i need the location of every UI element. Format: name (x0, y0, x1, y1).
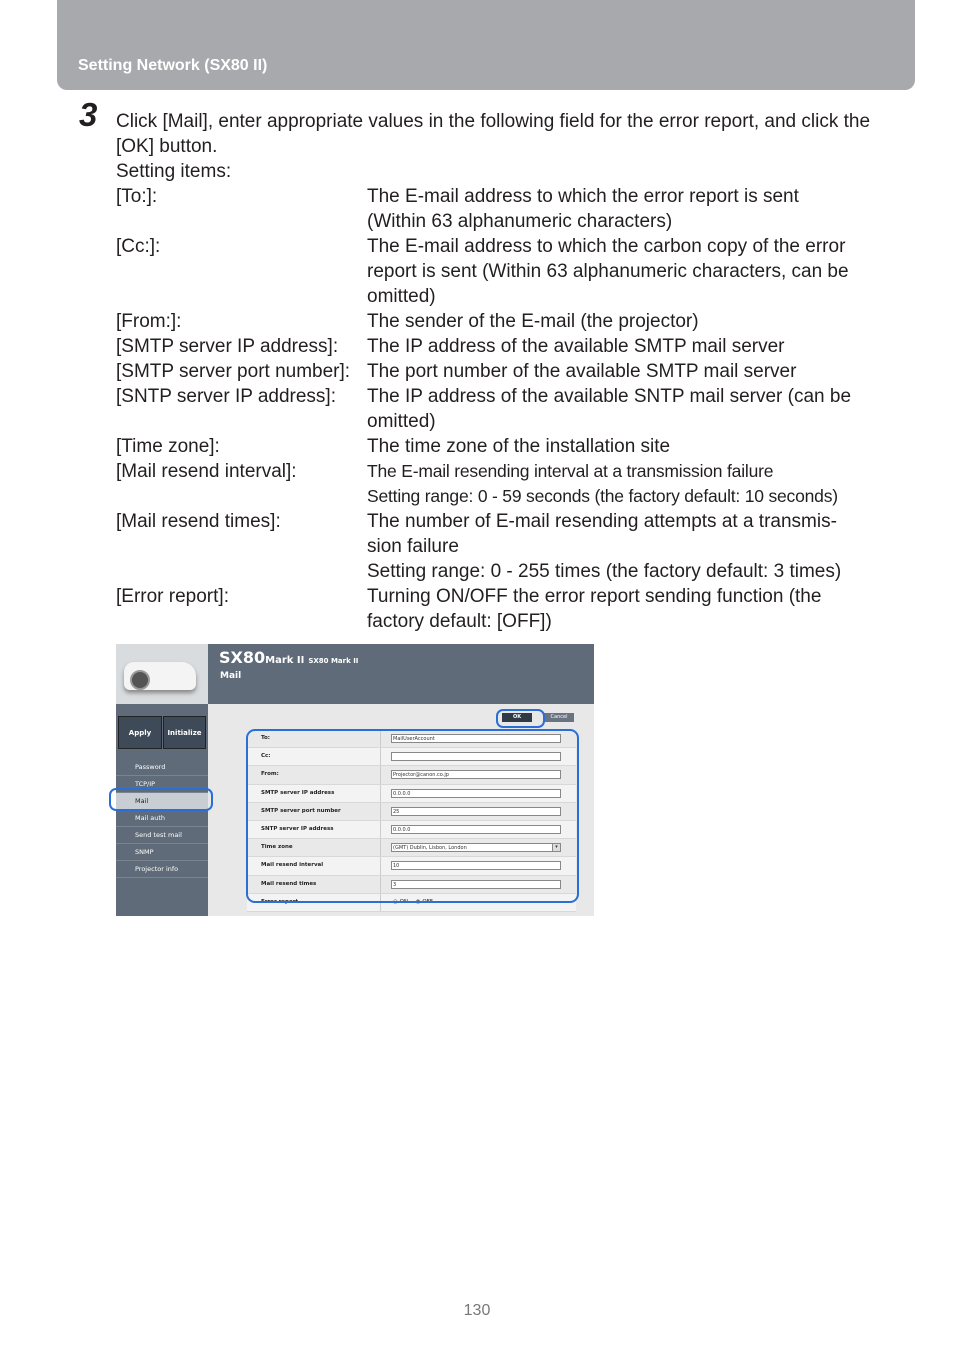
description-line: (Within 63 alphanumeric characters) (367, 211, 673, 232)
sidebar-item-snmp[interactable]: SNMP (116, 844, 208, 861)
page-number: 130 (463, 1302, 491, 1319)
setting-item-description (367, 184, 906, 234)
step-number: 3 (79, 96, 98, 133)
form-field-value: 0.0.0.0 (393, 790, 411, 797)
setting-items-label: Setting items: (116, 161, 232, 182)
setting-item-description (367, 509, 906, 584)
error-report-off-radio[interactable]: ◉ OFF (414, 899, 433, 906)
form-field-value: 0.0.0.0 (393, 827, 411, 834)
form-field-label: Mail resend times (247, 876, 381, 893)
form-field-value: (GMT) Dublin, Lisbon, London (393, 845, 467, 852)
form-field-label: SNTP server IP address (247, 821, 381, 838)
description-line: The IP address of the available SNTP mail server (can be (367, 386, 852, 407)
form-field-label: Time zone (247, 839, 381, 856)
setting-item-label: [From:]: (116, 311, 182, 332)
setting-item-description (367, 359, 906, 384)
form-field-label: To: (247, 730, 381, 747)
setting-item-label: [Mail resend times]: (116, 511, 281, 532)
setting-item-label: [SNTP server IP address]: (116, 386, 336, 407)
setting-item-description (367, 434, 906, 459)
error-report-on-radio[interactable]: ○ ON (393, 899, 409, 906)
setting-item (116, 434, 906, 459)
setting-items (116, 159, 906, 634)
instruction-text: Click [Mail], enter appropriate values in the following field for the error report, and click the [OK] button. (116, 111, 871, 157)
setting-item-description (367, 234, 906, 309)
setting-item-label: [Cc:]: (116, 236, 161, 257)
brand-name: SX80 (219, 648, 266, 667)
form-highlight-circle (246, 729, 579, 906)
form-field-value: 10 (393, 863, 400, 870)
sidebar-menu (116, 759, 208, 878)
description-line: factory default: [OFF]) (367, 611, 552, 632)
brand-model: SX80 Mark II (308, 657, 359, 665)
projector-photo (116, 644, 208, 704)
brand-logo (219, 648, 358, 667)
setting-item (116, 184, 906, 234)
description-line: omitted) (367, 286, 436, 307)
form-field-value: MailUserAccount (393, 736, 435, 743)
form-field-value: Projector@canon.co.jp (393, 772, 449, 779)
setting-item (116, 384, 906, 434)
description-line: report is sent (Within 63 alphanumeric characters, can be (367, 261, 849, 282)
sidebar-item-tcp-ip[interactable]: TCP/IP (116, 776, 208, 793)
form-field-label: SMTP server port number (247, 803, 381, 820)
cancel-button[interactable]: Cancel (544, 713, 574, 722)
setting-item-description (367, 309, 906, 334)
screenshot-page-title: Mail (220, 671, 242, 681)
form-field-label: From: (247, 766, 381, 783)
setting-item (116, 334, 906, 359)
description-line: The IP address of the available SMTP mail server (367, 336, 785, 357)
sidebar-item-password[interactable]: Password (116, 759, 208, 776)
setting-item-label: [SMTP server port number]: (116, 361, 351, 382)
step-instruction (116, 109, 896, 159)
setting-item-description (367, 459, 906, 509)
description-line: The port number of the available SMTP mail server (367, 361, 797, 382)
page-header-bar (57, 0, 915, 90)
description-line: The E-mail address to which the carbon copy of the error (367, 236, 846, 257)
setting-item (116, 459, 906, 509)
description-line: The time zone of the installation site (367, 436, 671, 457)
description-line: sion failure (367, 536, 459, 557)
setting-item (116, 359, 906, 384)
sidebar-item-mail-auth[interactable]: Mail auth (116, 810, 208, 827)
form-field-label: Cc: (247, 748, 381, 765)
apply-button[interactable]: Apply (118, 716, 162, 749)
setting-items-list (116, 184, 906, 634)
description-line: Setting range: 0 - 59 seconds (the factory default: 10 seconds) (367, 486, 838, 506)
form-field-label: Mail resend interval (247, 857, 381, 874)
on-label: ON (399, 899, 409, 906)
setting-item-label: [SMTP server IP address]: (116, 336, 339, 357)
setting-item (116, 509, 906, 584)
setting-item-description (367, 334, 906, 359)
description-line: Setting range: 0 - 255 times (the factory default: 3 times) (367, 561, 842, 582)
section-title: Setting Network (SX80 II) (78, 57, 268, 74)
description-line: Turning ON/OFF the error report sending function (the (367, 586, 822, 607)
setting-item (116, 584, 906, 634)
setting-item-label: [To:]: (116, 186, 158, 207)
form-field-value: 3 (393, 881, 397, 888)
setting-item-description (367, 584, 906, 634)
sidebar-item-send-test-mail[interactable]: Send test mail (116, 827, 208, 844)
brand-sub: Mark II (265, 655, 305, 666)
ok-highlight-circle (496, 709, 545, 728)
description-line: The E-mail resending interval at a transmission failure (367, 461, 774, 481)
chevron-down-icon[interactable]: ▾ (552, 844, 560, 851)
setting-item-label: [Error report]: (116, 586, 229, 607)
form-field-value: 25 (393, 808, 400, 815)
ok-button[interactable]: OK (502, 713, 532, 722)
setting-item-description (367, 384, 906, 434)
setting-item (116, 234, 906, 309)
description-line: The number of E-mail resending attempts at a transmis- (367, 511, 837, 532)
setting-item-label: [Time zone]: (116, 436, 220, 457)
form-field-label: Error report (247, 894, 381, 911)
description-line: The sender of the E-mail (the projector) (367, 311, 699, 332)
form-field-label: SMTP server IP address (247, 785, 381, 802)
description-line: omitted) (367, 411, 436, 432)
off-label: OFF (422, 899, 433, 906)
initialize-button[interactable]: Initialize (163, 716, 206, 749)
setting-item-label: [Mail resend interval]: (116, 461, 297, 482)
mail-highlight-circle (109, 788, 213, 811)
sidebar-item-mail[interactable]: Mail (116, 793, 208, 810)
description-line: The E-mail address to which the error report is sent (367, 186, 799, 207)
sidebar-item-projector-info[interactable]: Projector info (116, 861, 208, 878)
projector-lens (130, 670, 150, 690)
setting-item (116, 309, 906, 334)
